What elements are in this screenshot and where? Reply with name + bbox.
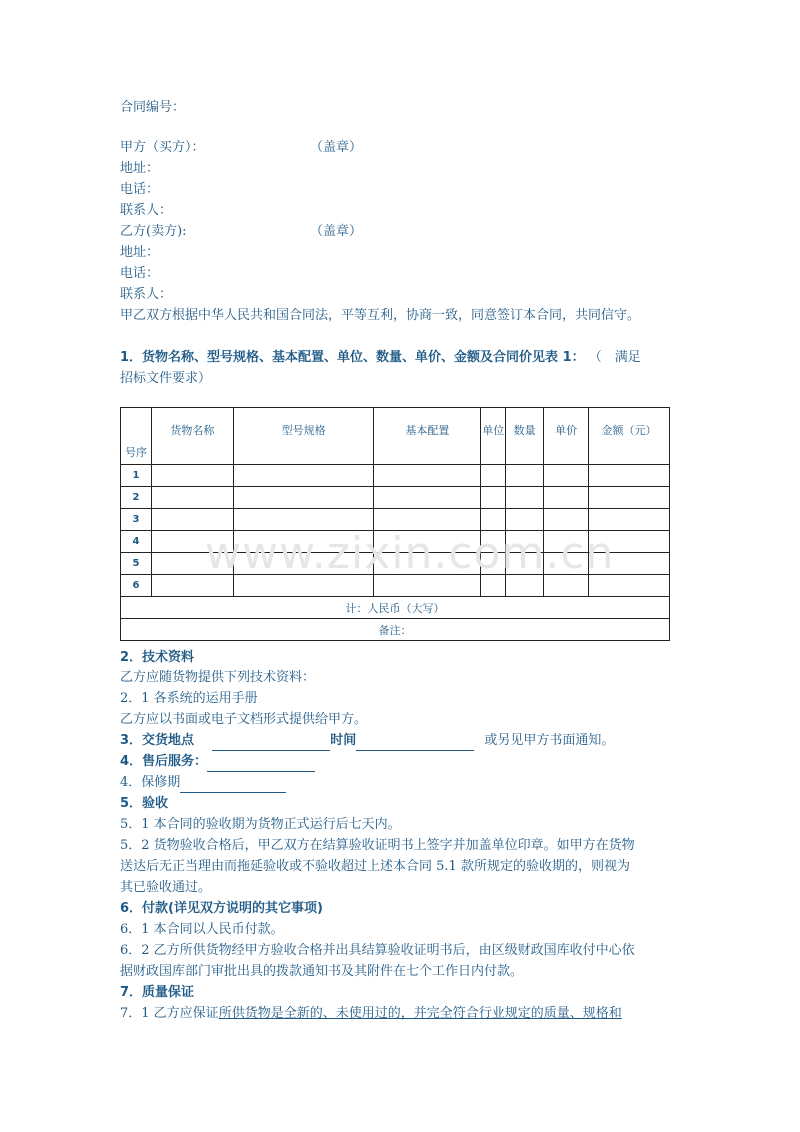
table-cell[interactable]: [506, 487, 544, 509]
row-number: 3: [121, 509, 152, 531]
section-1-heading: [120, 348, 641, 368]
row-number: 6: [121, 575, 152, 597]
row-number: 5: [121, 553, 152, 575]
section-5-para-2a: 5．2 货物验收合格后，甲乙双方在结算验收证明书上签字并加盖单位印章。如甲方在货物: [120, 838, 635, 853]
section-1-title: 1．货物名称、型号规格、基本配置、单位、数量、单价、金额及合同价见表 1：: [120, 350, 585, 365]
table-cell[interactable]: [506, 465, 544, 487]
section-6-para-1: 6．1 本合同以人民币付款。: [120, 922, 284, 937]
header-goods-name: 货物名称: [151, 408, 233, 465]
section-2-para-3: 乙方应以书面或电子文档形式提供给甲方。: [120, 712, 368, 727]
header-amount: 金额（元）: [589, 408, 670, 465]
table-cell[interactable]: [374, 487, 481, 509]
section-2-para-1: 乙方应随货物提供下列技术资料：: [120, 670, 316, 685]
table-row: [121, 487, 670, 509]
table-cell[interactable]: [233, 487, 374, 509]
section-3-line: [120, 731, 614, 751]
header-unit: 单位: [481, 408, 506, 465]
section-5-para-2b: 送达后无正当理由而拖延验收或不验收超过上述本合同 5.1 款所规定的验收期的，则视为: [120, 859, 630, 874]
header-quantity: 数量: [506, 408, 544, 465]
total-label: 计：人民币（大写）: [121, 597, 670, 619]
section-3-title: 3．交货地点: [120, 733, 195, 748]
header-unit-price: 单价: [544, 408, 589, 465]
table-row: [121, 465, 670, 487]
table-cell[interactable]: [151, 487, 233, 509]
section-1-note-continued: 招标文件要求）: [120, 371, 212, 386]
row-number: 4: [121, 531, 152, 553]
table-cell[interactable]: [589, 487, 670, 509]
section-4-line: [120, 752, 315, 772]
section-3-tail: 或另见甲方书面通知。: [484, 733, 615, 748]
header-model: 型号规格: [233, 408, 374, 465]
table-cell[interactable]: [481, 487, 506, 509]
header-seq: 号序: [121, 408, 152, 465]
goods-table: [120, 407, 670, 641]
table-total-row: [121, 597, 670, 619]
section-7-para-1: [120, 1004, 622, 1024]
table-header-row: [121, 408, 670, 465]
watermark: www.zixin.com.cn: [205, 528, 615, 579]
party-a-phone: 电话：: [120, 182, 160, 197]
party-a-line: [120, 138, 205, 158]
party-b-address: 地址：: [120, 245, 160, 260]
section-5-para-2c: 其已验收通过。: [120, 880, 212, 895]
table-cell[interactable]: [544, 487, 589, 509]
section-2-para-2: 2．1 各系统的运用手册: [120, 691, 258, 706]
section-5-title: 5．验收: [120, 796, 169, 811]
section-7-underlined: 所供货物是全新的、未使用过的，并完全符合行业规定的质量、规格和: [218, 1006, 622, 1021]
contract-number-label: 合同编号：: [120, 100, 186, 115]
party-b-label: 乙方(卖方):: [120, 224, 187, 239]
header-config: 基本配置: [374, 408, 481, 465]
table-cell[interactable]: [481, 465, 506, 487]
section-4-title: 4．售后服务：: [120, 754, 208, 769]
section-6-para-2a: 6．2 乙方所供货物经甲方验收合格并出具结算验收证明书后，由区级财政国库收付中心依: [120, 943, 635, 958]
party-b-contact: 联系人：: [120, 287, 173, 302]
section-6-para-2b: 据财政国库部门审批出具的拨款通知书及其附件在七个工作日内付款。: [120, 964, 524, 979]
row-number: 2: [121, 487, 152, 509]
party-a-label: 甲方（买方）：: [120, 140, 205, 155]
table-cell[interactable]: [589, 465, 670, 487]
party-a-contact: 联系人：: [120, 203, 173, 218]
remarks-label: 备注：: [121, 619, 670, 641]
delivery-time-label: 时间: [330, 733, 357, 748]
warranty-line: [120, 773, 286, 793]
warranty-blank[interactable]: [180, 778, 286, 793]
delivery-time-blank[interactable]: [356, 736, 474, 751]
party-a-address: 地址：: [120, 161, 160, 176]
table-cell[interactable]: [233, 465, 374, 487]
table-cell[interactable]: [374, 465, 481, 487]
party-a-stamp: （盖章）: [310, 140, 363, 155]
table-remarks-row: [121, 619, 670, 641]
after-sales-blank[interactable]: [207, 757, 315, 772]
table-cell[interactable]: [151, 465, 233, 487]
table-cell[interactable]: [544, 465, 589, 487]
party-b-stamp: （盖章）: [310, 224, 363, 239]
section-5-para-1: 5．1 本合同的验收期为货物正式运行后七天内。: [120, 817, 401, 832]
section-1-note: （ 满足: [588, 350, 641, 365]
section-2-title: 2．技术资料: [120, 650, 195, 665]
delivery-place-blank[interactable]: [212, 736, 330, 751]
preamble-text: 甲乙双方根据中华人民共和国合同法，平等互利，协商一致，同意签订本合同，共同信守。: [120, 308, 641, 323]
row-number: 1: [121, 465, 152, 487]
party-b-phone: 电话：: [120, 266, 160, 281]
section-7-lead: 7．1 乙方应保证: [120, 1006, 219, 1021]
section-7-title: 7．质量保证: [120, 985, 195, 1000]
section-6-title: 6．付款(详见双方说明的其它事项): [120, 901, 323, 916]
warranty-label: 4．保修期: [120, 775, 181, 790]
